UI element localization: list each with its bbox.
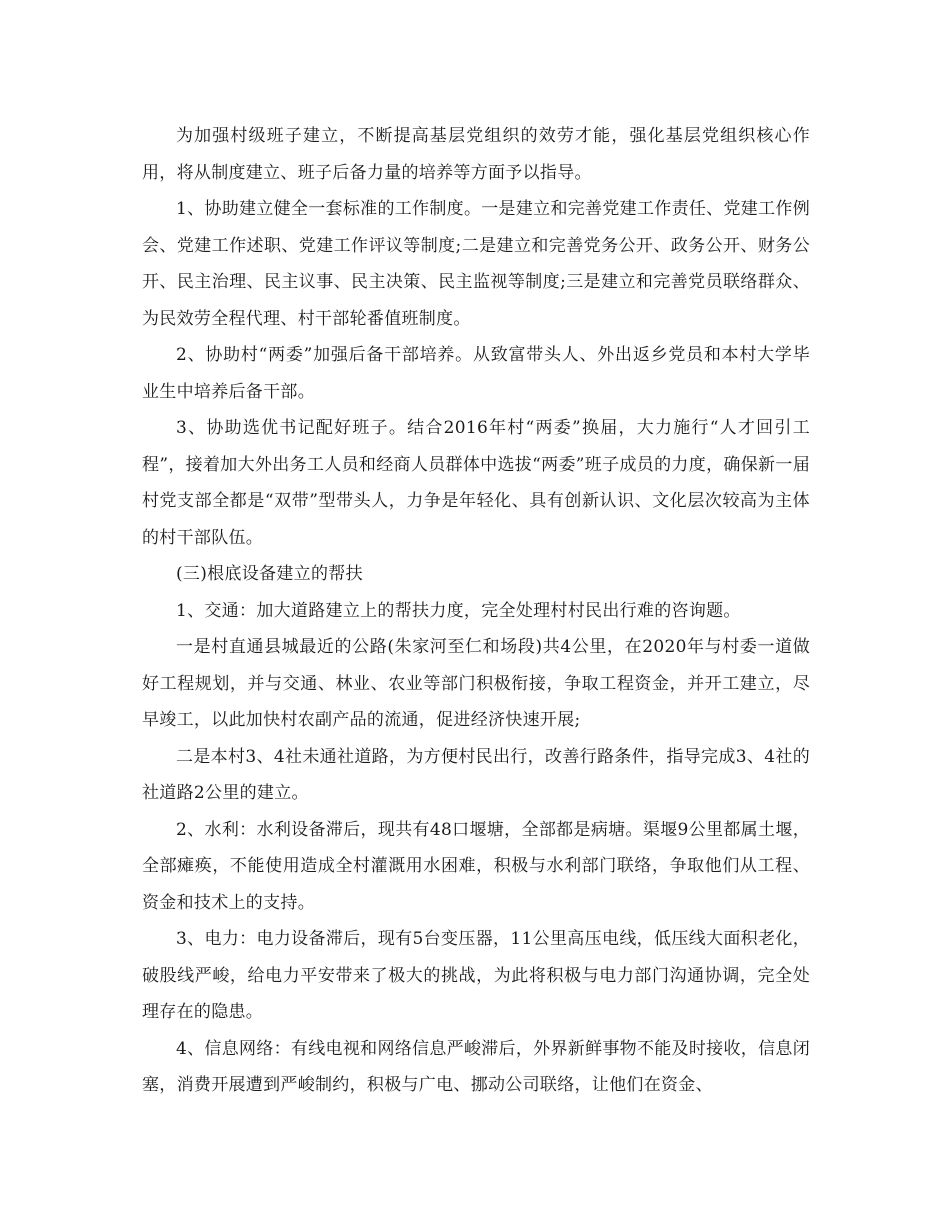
document-body bbox=[142, 118, 810, 1104]
section-heading-infrastructure: (三)根底设备建立的帮扶 bbox=[176, 564, 363, 584]
paragraph-reserve-cadres: 2、协助村“两委”加强后备干部培养。从致富带头人、外出返乡党员和本村大学毕业生中培养后备干部。 bbox=[142, 345, 810, 402]
paragraph-transport-road-one: 一是村直通县城最近的公路(朱家河至仁和场段)共4公里，在2020年与村委一道做好工程规划，并与交通、林业、农业等部门积极衔接，争取工程资金，并开工建立，尽早竣工，以此加快村农副产品的流通，促进经济快速开展; bbox=[142, 637, 810, 730]
paragraph-transport: 1、交通：加大道路建立上的帮扶力度，完全处理村村民出行难的咨询题。 bbox=[176, 600, 741, 621]
paragraph-work-system: 1、协助建立健全一套标准的工作制度。一是建立和完善党建工作责任、党建工作例会、党建工作述职、党建工作评议等制度;二是建立和完善党务公开、政务公开、财务公开、民主治理、民主议事、民主决策、民主监视等制度;三是建立和完善党员联络群众、为民效劳全程代理、村干部轮番值班制度。 bbox=[142, 199, 810, 329]
paragraph-network: 4、信息网络：有线电视和网络信息严峻滞后，外界新鲜事物不能及时接收，信息闭塞，消费开展遭到严峻制约，积极与广电、挪动公司联络，让他们在资金、 bbox=[142, 1038, 810, 1095]
paragraph-intro: 为加强村级班子建立，不断提高基层党组织的效劳才能，强化基层党组织核心作用，将从制度建立、班子后备力量的培养等方面予以指导。 bbox=[142, 126, 810, 183]
paragraph-power: 3、电力：电力设备滞后，现有5台变压器，11公里高压电线，低压线大面积老化，破股线严峻，给电力平安带来了极大的挑战，为此将积极与电力部门沟通协调，完全处理存在的隐患。 bbox=[142, 929, 810, 1022]
paragraph-select-secretary: 3、协助选优书记配好班子。结合2016年村“两委”换届，大力施行“人才回引工程”，接着加大外出务工人员和经商人员群体中选拔“两委”班子成员的力度，确保新一届村党支部全都是“双带”型带头人，力争是年轻化、具有创新认识、文化层次较高为主体的村干部队伍。 bbox=[142, 418, 810, 548]
paragraph-water: 2、水利：水利设备滞后，现共有48口堰塘，全部都是病塘。渠堰9公里都属土堰，全部瘫痪，不能使用造成全村灌溉用水困难，积极与水利部门联络，争取他们从工程、资金和技术上的支持。 bbox=[142, 819, 810, 913]
paragraph-transport-road-two: 二是本村3、4社未通社道路，为方便村民出行，改善行路条件，指导完成3、4社的社道路2公里的建立。 bbox=[142, 746, 810, 803]
